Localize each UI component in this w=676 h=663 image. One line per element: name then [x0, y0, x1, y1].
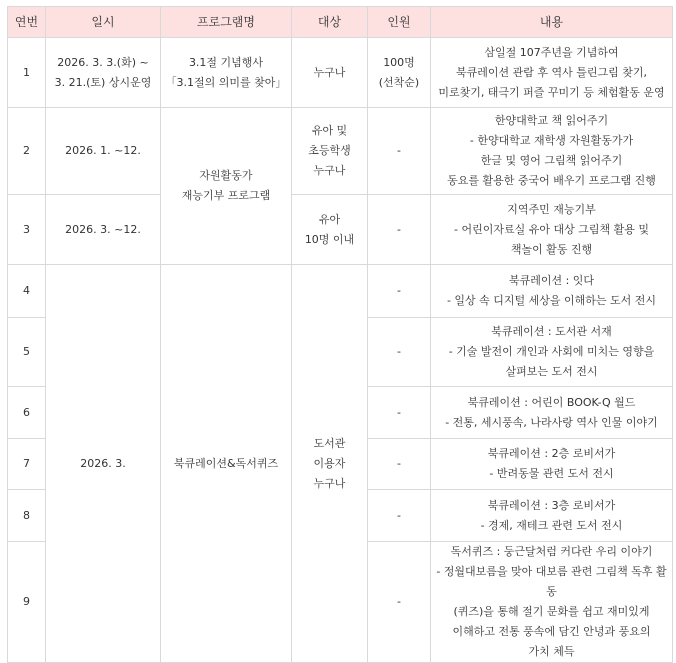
row-capacity: -	[368, 108, 431, 195]
row-no: 7	[8, 439, 46, 490]
header-date: 일시	[46, 7, 161, 38]
row-capacity: -	[368, 387, 431, 439]
program-schedule-table	[7, 6, 673, 663]
row-target: 누구나	[292, 38, 368, 108]
row-content: 삼일절 107주년을 기념하여 북큐레이션 관람 후 역사 틀린그림 찾기, 미로찾기, 태극기 퍼즐 꾸미기 등 체험활동 운영	[431, 38, 673, 108]
table-row	[8, 195, 673, 265]
header-content: 내용	[431, 7, 673, 38]
row-no: 6	[8, 387, 46, 439]
row-date: 2026. 3.	[46, 265, 161, 663]
table-row	[8, 108, 673, 195]
row-target: 유아 및 초등학생 누구나	[292, 108, 368, 195]
row-capacity: -	[368, 195, 431, 265]
row-content: 북큐레이션 : 도서관 서재 - 기술 발전이 개인과 사회에 미치는 영향을 살펴보는 도서 전시	[431, 318, 673, 387]
row-content: 북큐레이션 : 2층 로비서가 - 반려동물 관련 도서 전시	[431, 439, 673, 490]
row-no: 9	[8, 542, 46, 663]
row-capacity: -	[368, 439, 431, 490]
row-no: 1	[8, 38, 46, 108]
row-program: 자원활동가 재능기부 프로그램	[161, 108, 292, 265]
row-capacity: -	[368, 542, 431, 663]
row-program: 3.1절 기념행사 「3.1절의 의미를 찾아」	[161, 38, 292, 108]
row-content: 한양대학교 책 읽어주기 - 한양대학교 재학생 자원활동가가 한글 및 영어 그림책 읽어주기 동요를 활용한 중국어 배우기 프로그램 진행	[431, 108, 673, 195]
row-date: 2026. 1. ~12.	[46, 108, 161, 195]
row-content: 독서퀴즈 : 둥근달처럼 커다란 우리 이야기 - 정월대보름을 맞아 대보름 관련 그림책 독후 활동 (퀴즈)을 통해 절기 문화를 쉽고 재미있게 이해하고 전통 풍속에 담긴 안녕과 풍요의 가치 체득	[431, 542, 673, 663]
row-no: 8	[8, 490, 46, 542]
header-program: 프로그램명	[161, 7, 292, 38]
row-content: 북큐레이션 : 잇다 - 일상 속 디지털 세상을 이해하는 도서 전시	[431, 265, 673, 318]
header-no: 연번	[8, 7, 46, 38]
row-capacity: -	[368, 318, 431, 387]
row-no: 3	[8, 195, 46, 265]
row-target: 도서관 이용자 누구나	[292, 265, 368, 663]
row-no: 2	[8, 108, 46, 195]
header-capacity: 인원	[368, 7, 431, 38]
row-content: 북큐레이션 : 어린이 BOOK-Q 월드 - 전통, 세시풍속, 나라사랑 역사 인물 이야기	[431, 387, 673, 439]
row-no: 4	[8, 265, 46, 318]
row-date: 2026. 3. 3.(화) ~ 3. 21.(토) 상시운영	[46, 38, 161, 108]
table-row	[8, 38, 673, 108]
table-header-row	[8, 7, 673, 38]
row-program: 북큐레이션&독서퀴즈	[161, 265, 292, 663]
row-capacity: 100명 (선착순)	[368, 38, 431, 108]
row-content: 북큐레이션 : 3층 로비서가 - 경제, 재테크 관련 도서 전시	[431, 490, 673, 542]
row-no: 5	[8, 318, 46, 387]
table-row	[8, 265, 673, 318]
row-content: 지역주민 재능기부 - 어린이자료실 유아 대상 그림책 활용 및 책놀이 활동 진행	[431, 195, 673, 265]
row-date: 2026. 3. ~12.	[46, 195, 161, 265]
header-target: 대상	[292, 7, 368, 38]
row-capacity: -	[368, 490, 431, 542]
row-capacity: -	[368, 265, 431, 318]
row-target: 유아 10명 이내	[292, 195, 368, 265]
